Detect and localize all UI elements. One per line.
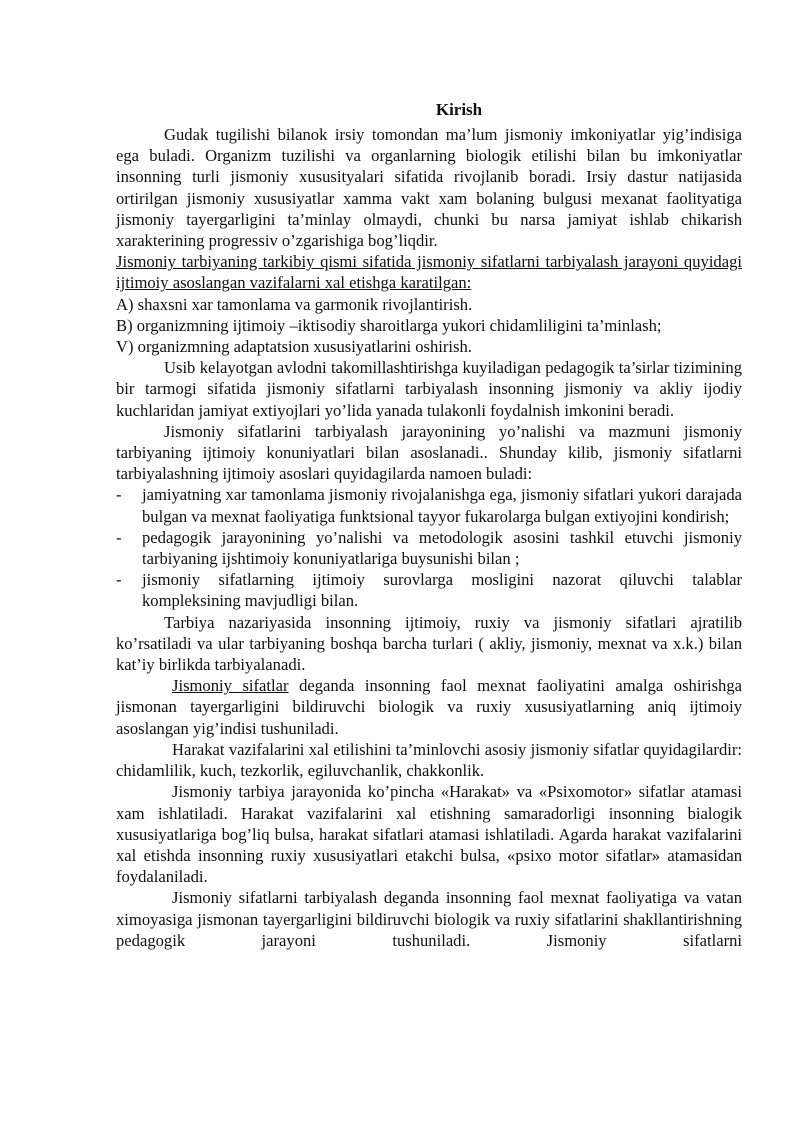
task-item-b: B) organizmning ijtimoiy –iktisodiy sharoitlarga yukori chidamliligini ta’minlash; <box>116 315 662 335</box>
underlined-statement: Jismoniy tarbiyaning tarkibiy qismi sifatida jismoniy sifatlarni tarbiyalash jarayoni quyidagi ijtimoiy asoslangan vazifalarni xal etishga karatilgan: <box>116 252 742 293</box>
document-page <box>116 98 742 951</box>
list-item <box>116 569 742 611</box>
dash-list <box>116 484 742 611</box>
task-item-a: A) shaxsni xar tamonlama va garmonik rivojlantirish. <box>116 294 473 314</box>
list-item-text: pedagogik jarayonining yo’nalishi va metodologik asosini tashkil etuvchi jismoniy tarbiyaning ijshtimoiy konuniyatlariga buysunishi bilan ; <box>142 527 742 569</box>
paragraph-qualities: Harakat vazifalarini xal etilishini ta’minlovchi asosiy jismoniy sifatlar quyidagilardir: chidamlilik, kuch, tezkorlik, egiluvchanlik, chakkonlik. <box>116 739 742 781</box>
paragraph-theory: Tarbiya nazariyasida insonning ijtimoiy, ruxiy va jismoniy sifatlari ajratilib ko’rsatiladi va ular tarbiyaning boshqa barcha turlari ( akliy, jismoniy, mexnat va x.k.) bilan kat’iy birlikda tarbiyalanadi. <box>116 612 742 675</box>
defined-term: Jismoniy sifatlar <box>172 676 289 696</box>
paragraph-direction: Jismoniy sifatlarini tarbiyalash jarayonining yo’nalishi va mazmuni jismoniy tarbiyaning ijtimoiy konuniyatlari bilan asoslanadi.. Shunday kilib, jismoniy sifatlarni tarbiyalashning ijtimoiy asoslari quyidagilarda namoen buladi: <box>116 421 742 484</box>
list-item-text: jismoniy sifatlarning ijtimoiy surovlarga mosligini nazorat qiluvchi talablar kompleksining mavjudligi bilan. <box>142 570 742 611</box>
paragraph-closing: Jismoniy sifatlarni tarbiyalash deganda insonning faol mexnat faoliyatiga va vatan ximoyasiga jismonan tayergarligini bildiruvchi biologik va ruxiy sifatlarini shakllantirishning pedagogik jarayoni tushuniladi. Jismoniy sifatlarni <box>116 888 742 950</box>
list-item <box>116 527 742 569</box>
list-item-text: jamiyatning xar tamonlama jismoniy rivojalanishga ega, jismoniy sifatlari yukori darajada bulgan va mexnat faoliyatiga funktsional tayyor fukarolarga bulgan extiyojini kondirish; <box>142 485 742 526</box>
paragraph-upbringing: Usib kelayotgan avlodni takomillashtirishga kuyiladigan pedagogik ta’sirlar tizimining bir tarmogi sifatida jismoniy sifatlarni tarbiyalash insonning jismoniy va akliy ijodiy kuchlaridan jamiyat extiyojlari yo’lida yanada tulakonli foydalnish imkonini beradi. <box>116 358 742 420</box>
paragraph-terms: Jismoniy tarbiya jarayonida ko’pincha «Harakat» va «Psixomotor» sifatlar atamasi xam ishlatiladi. Harakat vazifalarini xal etishning samaradorligi insonning bialogik xususiyatlariga bog’liq bulsa, harakat sifatlari atamasi ishlatiladi. Agarda harakat vazifalarini xal etishda insonning ruxiy xususiyatlari etakchi bulsa, «psixo motor sifatlar» atamasidan foydalaniladi. <box>116 782 742 887</box>
list-item <box>116 484 742 526</box>
dash-marker: - <box>116 570 122 590</box>
page-title: Kirish <box>435 100 483 119</box>
dash-marker: - <box>116 527 122 547</box>
dash-marker: - <box>116 485 122 505</box>
intro-paragraph: Gudak tugilishi bilanok irsiy tomondan ma’lum jismoniy imkoniyatlar yig’indisiga ega buladi. Organizm tuzilishi va organlarning biologik etilishi bilan bu imkoniyatlar insonning turli jismoniy xususityalari sifatida rivojlanib boradi. Irsiy dastur natijasida ortirilgan jismoniy xususiyatlar xamma vakt xam bolaning bulgusi mexanat faolityatiga jismoniy tayergarligini ta’minlay olmaydi, chunki bu narsa jamiyat ishlab chikarish xarakterining progressiv o’zgarishiga bog’liqdir. <box>116 125 742 251</box>
definition-text: deganda insonning faol mexnat faoliyatini amalga oshirishga jismonan tayergarligini bildiruvchi biologik va ruxiy xususiyatlarning aniq ijtimoiy asoslangan yig’indisi tushuniladi. <box>116 676 742 738</box>
paragraph-definition <box>116 675 742 739</box>
task-item-v: V) organizmning adaptatsion xususiyatlarini oshirish. <box>116 337 472 357</box>
